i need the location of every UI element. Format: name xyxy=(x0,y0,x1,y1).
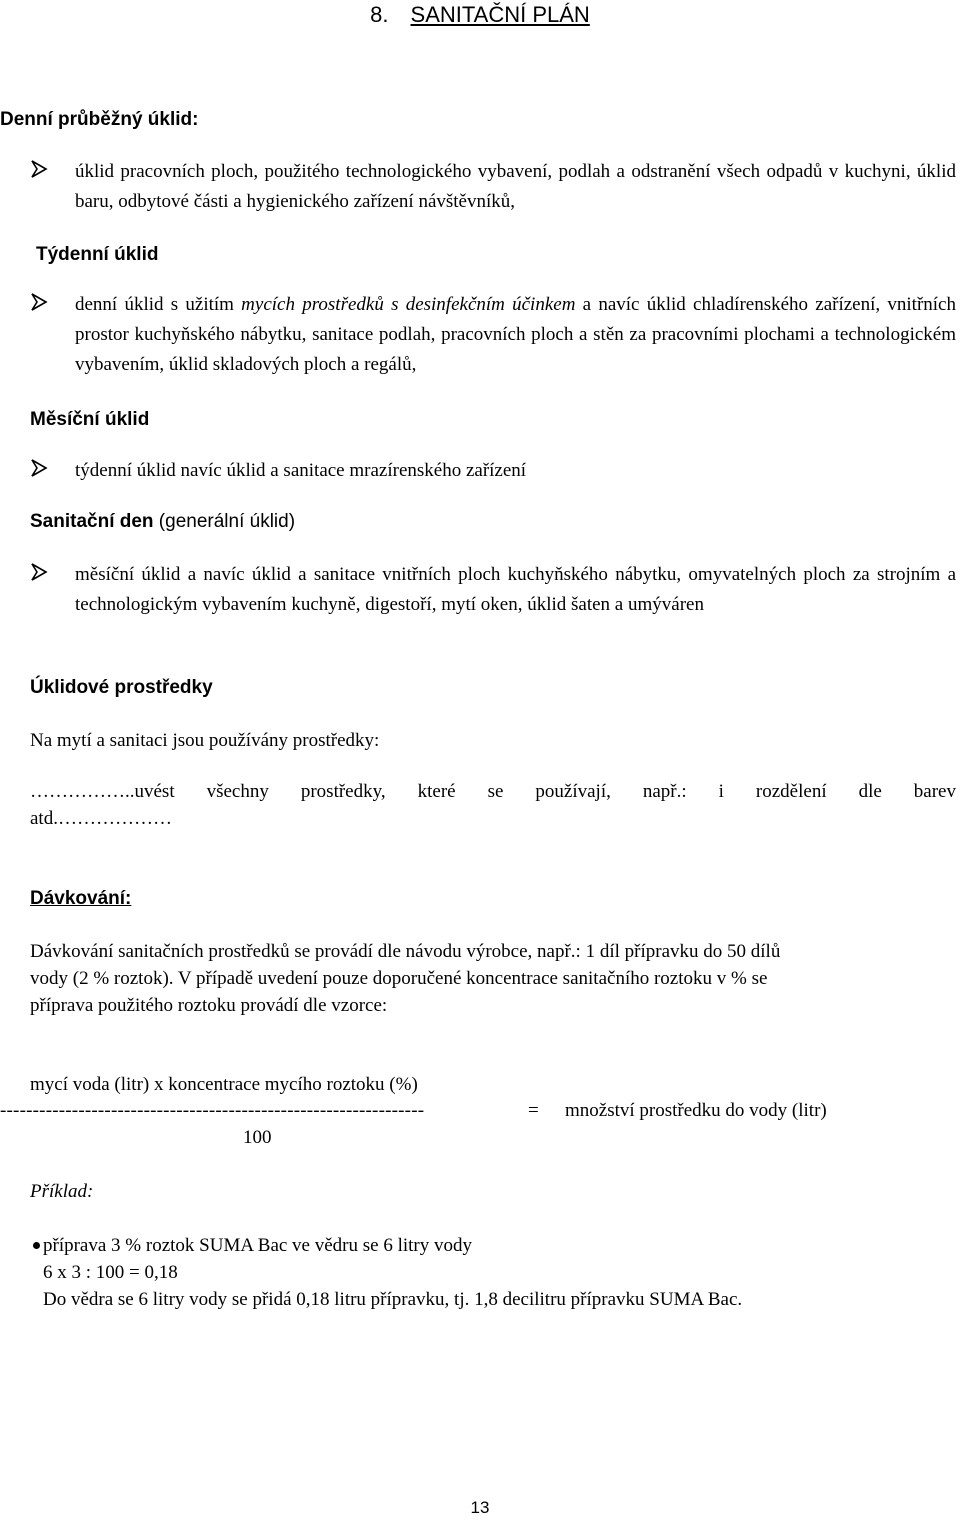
dosing-text-line: příprava použitého roztoku provádí dle vzorce: xyxy=(30,995,388,1016)
example-label: Příklad: xyxy=(30,1181,94,1202)
heading-daily-cleaning: Denní průběžný úklid: xyxy=(0,109,199,130)
formula-equals: = xyxy=(528,1100,539,1121)
arrow-bullet-icon xyxy=(30,458,48,478)
bullet-text: úklid pracovních ploch, použitého technologického vybavení, podlah a odstranění všech odpadů v kuchyni, úklid baru, odbytové části a hygienického zařízení návštěvníků, xyxy=(75,161,956,212)
example-result: Do vědra se 6 litry vody se přidá 0,18 litru přípravku, tj. 1,8 decilitru přípravku SUMA Bac. xyxy=(43,1289,743,1310)
formula-denominator: 100 xyxy=(243,1127,272,1148)
arrow-bullet-icon xyxy=(30,159,48,179)
bullet-text-part: denní úklid s užitím xyxy=(75,294,242,315)
bullet-text: měsíční úklid a navíc úklid a sanitace vnitřních ploch kuchyňského nábytku, omyvatelných ploch za strojním a technologickým vybavením kuchyně, digestoří, mytí oken, úklid šaten a umýváren xyxy=(75,564,956,615)
dosing-text-line: Dávkování sanitačních prostředků se provádí dle návodu výrobce, např.: 1 díl přípravku do 50 dílů xyxy=(30,941,781,962)
bullet-text: týdenní úklid navíc úklid a sanitace mrazírenského zařízení xyxy=(75,460,527,481)
arrow-bullet-icon xyxy=(30,562,48,582)
heading-weekly-cleaning: Týdenní úklid xyxy=(36,244,159,265)
heading-dosing: Dávkování: xyxy=(30,888,132,909)
example-line: příprava 3 % roztok SUMA Bac ve vědru se 6 litry vody xyxy=(43,1235,472,1256)
formula-fraction-line: ----------------------------------------------------------------- xyxy=(0,1100,425,1121)
bullet-text-part: a navíc úklid chladírenského zařízení, vnitřních prostor kuchyňského nábytku, sanitace podlah, pracovních ploch a stěn za pracovními plochami a technologickém vybavením, úklid skladových ploch a regálů, xyxy=(75,294,956,375)
example-calculation: 6 x 3 : 100 = 0,18 xyxy=(43,1262,178,1283)
cleaning-agents-placeholder: ……………..uvést všechny prostředky, které se používají, např.: i rozdělení dle barev xyxy=(30,781,956,802)
bullet-weekly-cleaning xyxy=(30,290,956,380)
chapter-number: 8. xyxy=(370,2,389,27)
dosing-text-line: vody (2 % roztok). V případě uvedení pouze doporučené koncentrace sanitačního roztoku v % se xyxy=(30,968,768,989)
bullet-daily-cleaning xyxy=(30,157,956,217)
cleaning-agents-placeholder-end: atd.……………… xyxy=(30,808,172,829)
heading-cleaning-agents: Úklidové prostředky xyxy=(30,677,213,698)
bullet-text xyxy=(75,290,956,380)
page-title xyxy=(0,0,960,30)
page-number: 13 xyxy=(470,1498,490,1517)
bullet-monthly-cleaning xyxy=(30,456,956,486)
heading-normal-part: (generální úklid) xyxy=(153,511,296,532)
bullet-text-italic: mycích prostředků s desinfekčním účinkem xyxy=(241,294,576,315)
formula-numerator: mycí voda (litr) x koncentrace mycího roztoku (%) xyxy=(30,1074,418,1095)
heading-monthly-cleaning: Měsíční úklid xyxy=(30,409,150,430)
cleaning-agents-intro: Na mytí a sanitaci jsou používány prostředky: xyxy=(30,730,380,751)
heading-sanitary-day xyxy=(30,510,295,534)
dot-bullet-icon xyxy=(33,1242,40,1249)
bullet-sanitary-day xyxy=(30,560,956,620)
heading-bold-part: Sanitační den xyxy=(30,511,154,532)
arrow-bullet-icon xyxy=(30,292,48,312)
chapter-title: SANITAČNÍ PLÁN xyxy=(410,2,590,27)
formula-result: množství prostředku do vody (litr) xyxy=(565,1100,827,1121)
